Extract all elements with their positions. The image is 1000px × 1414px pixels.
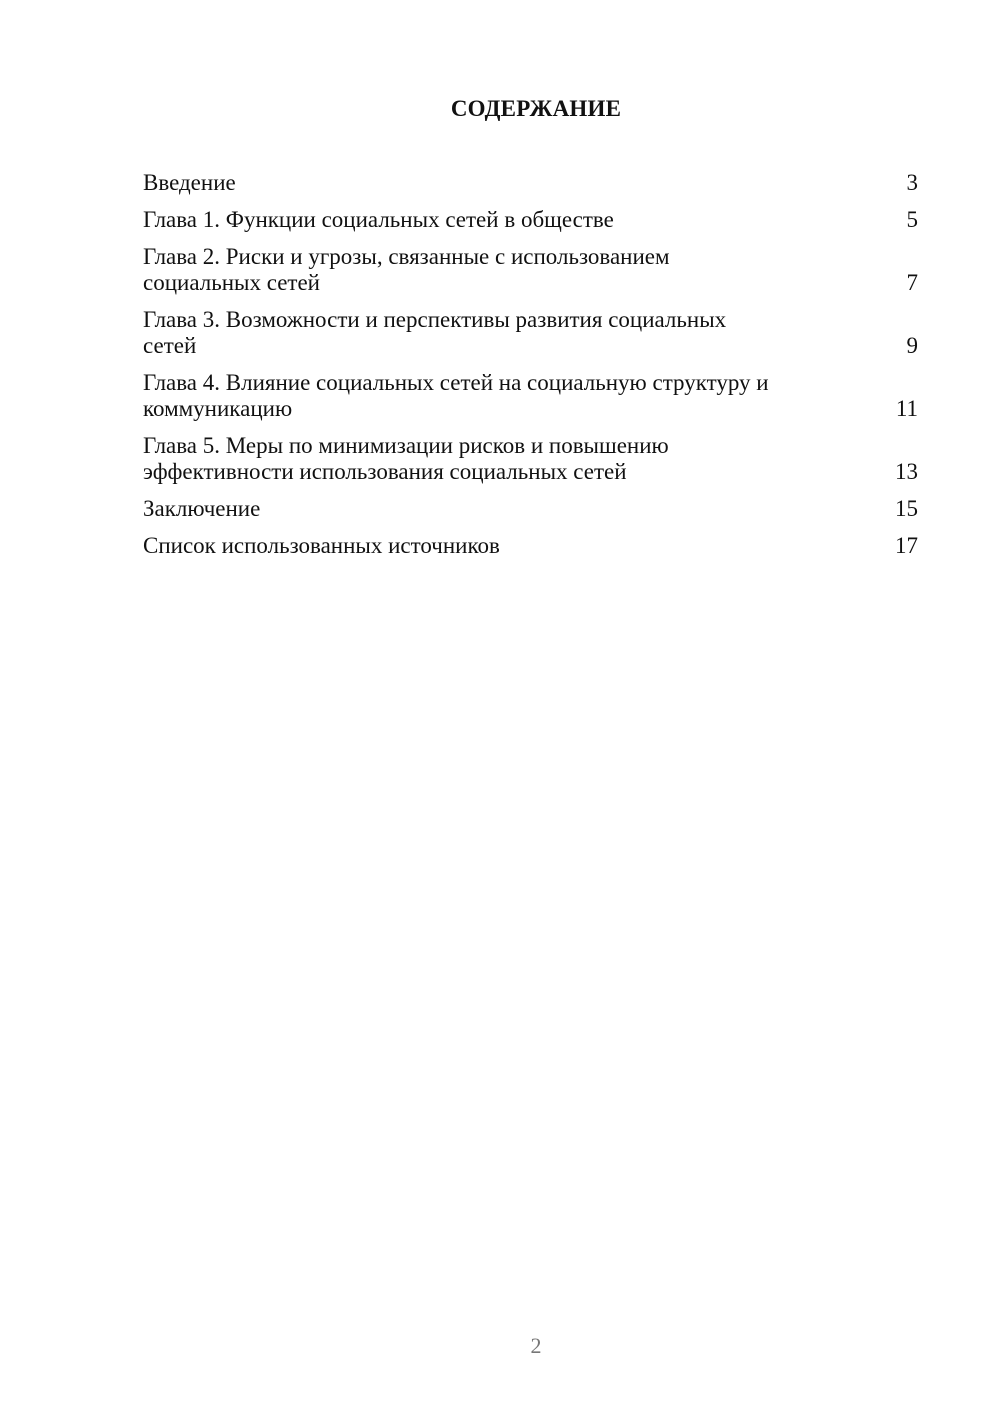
toc-entry-introduction bbox=[143, 170, 918, 196]
toc-entry-line: сетей bbox=[143, 333, 197, 358]
toc-entry-line: Глава 4. Влияние социальных сетей на социальную структуру и bbox=[143, 370, 769, 395]
toc-entry-line: Глава 3. Возможности и перспективы развития социальных bbox=[143, 307, 727, 332]
toc-entry-page: 5 bbox=[906, 207, 918, 232]
toc-entry-line: Список использованных источников bbox=[143, 533, 500, 558]
toc-entry-chapter-4 bbox=[143, 370, 918, 422]
toc-entry-text bbox=[143, 244, 833, 296]
toc-entry-text bbox=[143, 533, 833, 559]
toc-entry-line: Введение bbox=[143, 170, 236, 195]
toc-entry-page: 13 bbox=[895, 459, 918, 484]
toc-entry-text bbox=[143, 433, 833, 485]
toc-entry-line: коммуникацию bbox=[143, 396, 293, 421]
toc-entry-text bbox=[143, 307, 833, 359]
toc-entry-conclusion bbox=[143, 496, 918, 522]
toc-entry-text bbox=[143, 496, 833, 522]
toc-entry-text bbox=[143, 370, 833, 422]
toc-entry-line: Заключение bbox=[143, 496, 261, 521]
toc-entry-references bbox=[143, 533, 918, 559]
toc-entry-line: Глава 1. Функции социальных сетей в обществе bbox=[143, 207, 614, 232]
toc-entry-chapter-3 bbox=[143, 307, 918, 359]
table-of-contents bbox=[143, 170, 918, 570]
toc-entry-line: Глава 2. Риски и угрозы, связанные с использованием bbox=[143, 244, 670, 269]
toc-entry-page: 3 bbox=[906, 170, 918, 195]
toc-entry-line: Глава 5. Меры по минимизации рисков и повышению bbox=[143, 433, 669, 458]
toc-entry-page: 17 bbox=[895, 533, 918, 558]
toc-title: СОДЕРЖАНИЕ bbox=[450, 96, 622, 121]
toc-entry-text bbox=[143, 207, 833, 233]
toc-entry-page: 7 bbox=[906, 270, 918, 295]
toc-entry-chapter-5 bbox=[143, 433, 918, 485]
page-number: 2 bbox=[530, 1333, 542, 1358]
toc-entry-line: эффективности использования социальных сетей bbox=[143, 459, 627, 484]
toc-entry-chapter-2 bbox=[143, 244, 918, 296]
toc-entry-page: 11 bbox=[895, 396, 918, 421]
toc-entry-chapter-1 bbox=[143, 207, 918, 233]
toc-entry-page: 9 bbox=[906, 333, 918, 358]
toc-entry-line: социальных сетей bbox=[143, 270, 320, 295]
toc-entry-page: 15 bbox=[895, 496, 918, 521]
toc-entry-text bbox=[143, 170, 833, 196]
